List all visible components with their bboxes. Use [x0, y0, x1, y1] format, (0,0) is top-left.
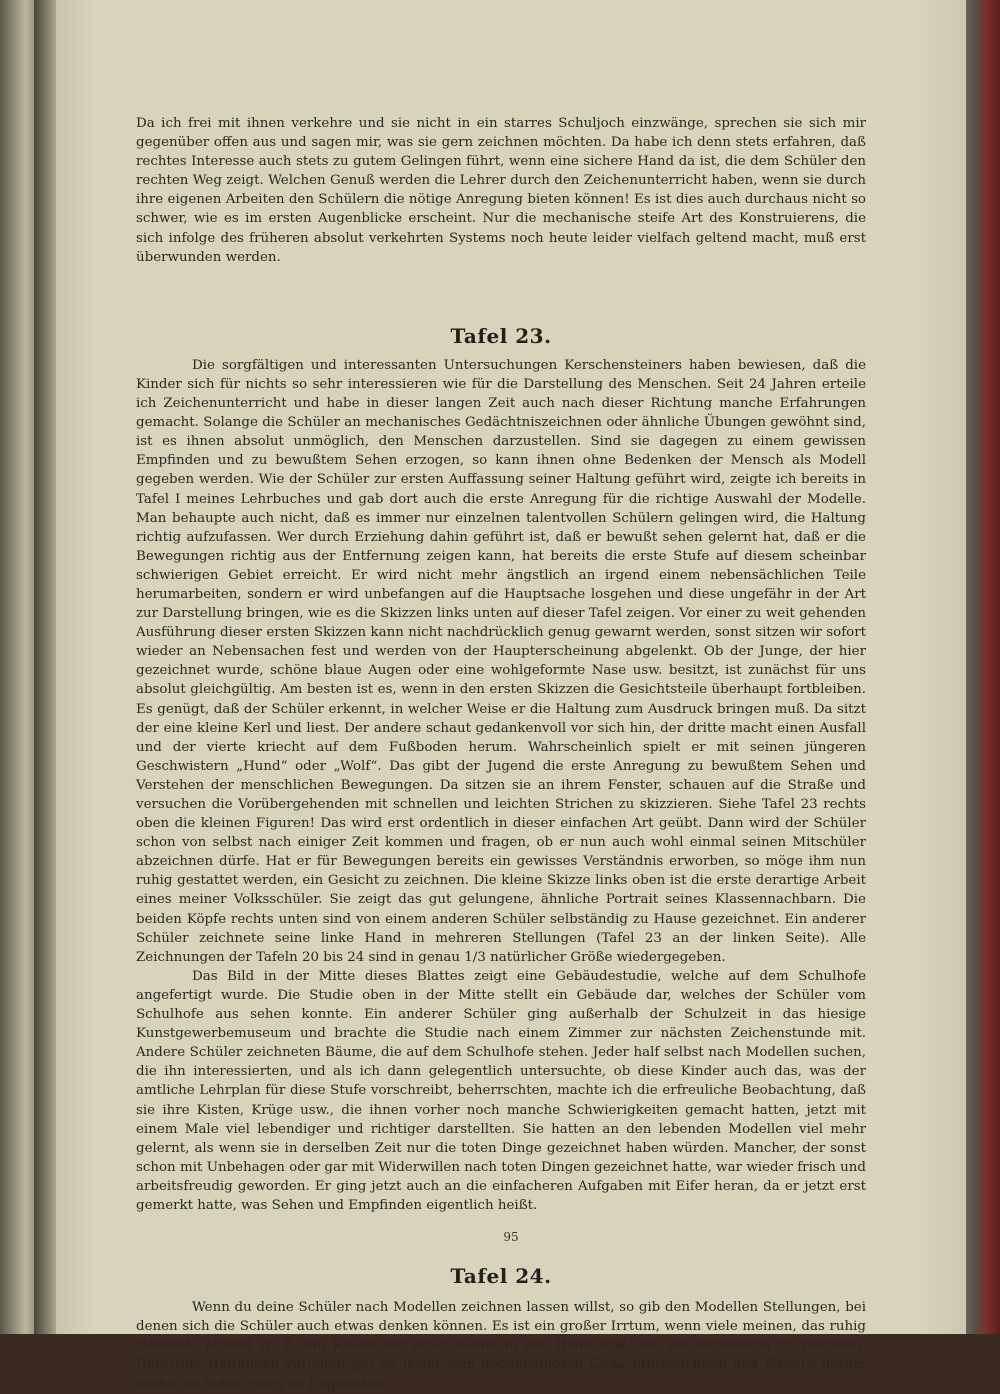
intro-paragraph: Da ich frei mit ihnen verkehre und sie nicht in ein starres Schuljoch einzwänge, sprechen sie sich mir gegenüber offen aus und sagen mir, was sie gern zeichnen möchten. Da habe ich denn stets erfahren, daß rechtes Interesse auch stets zu gutem Gelingen führt, wenn eine sichere Hand da ist, die dem Schüler den rechten Weg zeigt. Welchen Genuß werden die Lehrer durch den Zeichenunterricht haben, wenn sie durch ihre eigenen Arbeiten den Schülern die nötige Anregung bieten können! Es ist dies auch durchaus nicht so schwer, wie es im ersten Augenblicke erscheint. Nur die mechanische steife Art des Konstruierens, die sich infolge des früheren absolut verkehrten Systems noch heute leider vielfach geltend macht, muß erst überwunden werden.	[136, 116, 866, 265]
page-text	[136, 114, 866, 1394]
tafel-24-paragraph-1: Wenn du deine Schüler nach Modellen zeichnen lassen willst, so gib den Modellen Stellungen, bei denen sich die Schüler auch etwas denken können. Es ist ein großer Irrtum, wenn viele meinen, das ruhig stehende Modell (z. B. ein Knabe mit einer Fahne in der Hand usw.) sei am leichtesten zu zeichnen. Derartige Haltungen verleiten gar zu leicht zum gedankenlosen Gedächtniszeichnen und fördern darum weder im Sehen noch im Empfinden	[136, 1300, 866, 1392]
page-number: 95	[503, 1230, 519, 1244]
tafel-23-paragraph-1: Die sorgfältigen und interessanten Untersuchungen Kerschensteiners haben bewiesen, daß die Kinder sich für nichts so sehr interessieren wie für die Darstellung des Menschen. Seit 24 Jahren erteile ich Zeichenunterricht und habe in dieser langen Zeit auch nach dieser Richtung manche Erfahrungen gemacht. Solange die Schüler an mechanisches Gedächtniszeichnen oder ähnliche Übungen gewöhnt sind, ist es ihnen absolut unmöglich, den Menschen darzustellen. Sind sie dagegen zu einem gewissen Empfinden und zu bewußtem Sehen erzogen, so kann ihnen ohne Bedenken der Mensch als Modell gegeben werden. Wie der Schüler zur ersten Auffassung seiner Haltung geführt wird, zeigte ich bereits in Tafel I meines Lehrbuches und gab dort auch die erste Anregung für die richtige Auswahl der Modelle. Man behaupte auch nicht, daß es immer nur einzelnen talentvollen Schülern gelingen wird, die Haltung richtig aufzufassen. Wer durch Erziehung dahin geführt ist, daß er bewußt sehen gelernt hat, daß er die Bewegungen richtig aus der Entfernung zeigen kann, hat bereits die erste Stufe auf diesem scheinbar schwierigen Gebiet erreicht. Er wird nicht mehr ängstlich an irgend einem nebensächlichen Teile herumarbeiten, sondern er wird unbefangen auf die Hauptsache losgehen und diese ungefähr in der Art zur Darstellung bringen, wie es die Skizzen links unten auf dieser Tafel zeigen. Vor einer zu weit gehenden Ausführung dieser ersten Skizzen kann nicht nachdrücklich genug gewarnt werden, sonst sitzen wir sofort wieder an Nebensachen fest und werden von der Haupterscheinung abgelenkt. Ob der Junge, der hier gezeichnet wurde, schöne blaue Augen oder eine wohlgeformte Nase usw. besitzt, ist zunächst für uns absolut gleichgültig. Am besten ist es, wenn in den ersten Skizzen die Gesichtsteile überhaupt fortbleiben. Es genügt, daß der Schüler erkennt, in welcher Weise er die Haltung zum Ausdruck bringen muß. Da sitzt der eine kleine Kerl und liest. Der andere schaut gedankenvoll vor sich hin, der dritte macht einen Ausfall und der vierte kriecht auf dem Fußboden herum. Wahrscheinlich spielt er mit seinen jüngeren Geschwistern „Hund“ oder „Wolf“. Das gibt der Jugend die erste Anregung zu bewußtem Sehen und Verstehen der menschlichen Bewegungen. Da sitzen sie an ihrem Fenster, schauen auf die Straße und versuchen die Vorübergehenden mit schnellen und leichten Strichen zu skizzieren. Siehe Tafel 23 rechts oben die kleinen Figuren! Das wird erst ordentlich in dieser einfachen Art geübt. Dann wird der Schüler schon von selbst nach einiger Zeit kommen und fragen, ob er nun auch wohl einmal seinen Mitschüler abzeichnen dürfe. Hat er für Bewegungen bereits ein gewisses Verständnis erworben, so möge ihm nun ruhig gestattet werden, ein Gesicht zu zeichnen. Die kleine Skizze links oben ist die erste derartige Arbeit eines meiner Volksschüler. Sie zeigt das gut gelungene, ähnliche Portrait seines Klassennachbarn. Die beiden Köpfe rechts unten sind von einem anderen Schüler selbständig zu Hause gezeichnet. Ein anderer Schüler zeichnete seine linke Hand in mehreren Stellungen (Tafel 23 an der linken Seite). Alle Zeichnungen der Tafeln 20 bis 24 sind in genau 1/3 natürlicher Größe wiedergegeben.	[136, 357, 866, 965]
book-page	[56, 0, 966, 1392]
tafel-23-paragraph-2: Das Bild in der Mitte dieses Blattes zeigt eine Gebäudestudie, welche auf dem Schulhofe angefertigt wurde. Die Studie oben in der Mitte stellt ein Gebäude dar, welches der Schüler vom Schulhofe aus sehen konnte. Ein anderer Schüler ging außerhalb der Schulzeit in das hiesige Kunstgewerbemuseum und brachte die Studie nach einem Zimmer zur nächsten Zeichenstunde mit. Andere Schüler zeichneten Bäume, die auf dem Schulhofe stehen. Jeder half selbst nach Modellen suchen, die ihn interessierten, und als ich dann gelegentlich untersuchte, ob diese Kinder auch das, was der amtliche Lehrplan für diese Stufe vorschreibt, beherrschten, machte ich die erfreuliche Beobachtung, daß sie ihre Kisten, Krüge usw., die ihnen vorher noch manche Schwierigkeiten gemacht hatten, jetzt mit einem Male viel lebendiger und richtiger darstellten. Sie hatten an den lebenden Modellen viel mehr gelernt, als wenn sie in derselben Zeit nur die toten Dinge gezeichnet haben würden. Mancher, der sonst schon mit Unbehagen oder gar mit Widerwillen nach toten Dingen gezeichnet hatte, war wieder frisch und arbeitsfreudig geworden. Er ging jetzt auch an die einfacheren Aufgaben mit Eifer heran, da er jetzt erst gemerkt hatte, was Sehen und Empfinden eigentlich heißt.	[136, 968, 866, 1213]
book-gutter	[34, 0, 56, 1334]
facing-page-edge	[0, 0, 34, 1334]
section-heading-tafel-24: Tafel 24.	[450, 1264, 552, 1289]
section-heading-tafel-23: Tafel 23.	[450, 323, 552, 348]
book-cover-edge	[966, 0, 1000, 1334]
